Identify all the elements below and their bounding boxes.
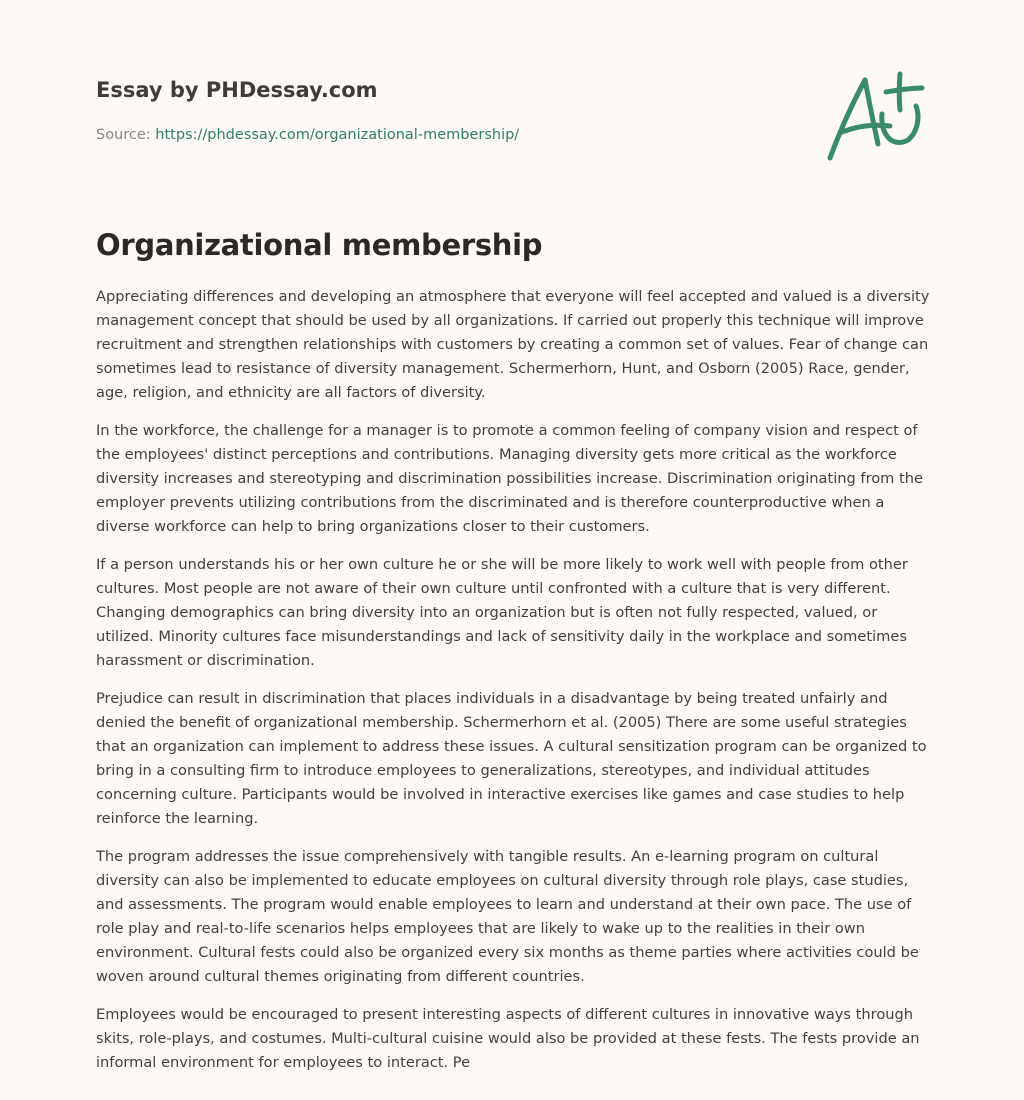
paragraph: The program addresses the issue comprehensively with tangible results. An e-learning program on cultural diversity can also be implemented to educate employees on cultural diversity through role plays, case studies, and assessments. The program would enable employees to learn and understand at their own pace. The use of role play and real-to-life scenarios helps employees that are likely to wake up to the realities in their own environment. Cultural fests could also be organized every six months as theme parties where activities could be woven around cultural themes originating from different countries. (96, 848, 919, 985)
source-label: Source: (96, 127, 156, 143)
article-body (96, 285, 936, 1089)
site-title: Essay by PHDessay.com (96, 78, 378, 102)
a-plus-grade-icon (820, 66, 930, 166)
source-link[interactable]: https://phdessay.com/organizational-membership/ (155, 127, 520, 143)
paragraph: Employees would be encouraged to present interesting aspects of different cultures in innovative ways through skits, role-plays, and costumes. Multi-cultural cuisine would also be provided at these fests. The fests provide an informal environment for employees to interact. Pe (96, 1006, 920, 1071)
paragraph: If a person understands his or her own culture he or she will be more likely to work well with people from other cultures. Most people are not aware of their own culture until confronted with a culture that is very different. Changing demographics can bring diversity into an organization but is often not fully respected, valued, or utilized. Minority cultures face misunderstandings and lack of sensitivity daily in the workplace and sometimes harassment or discrimination. (96, 556, 908, 669)
source-line (96, 125, 796, 145)
page-header (96, 76, 796, 145)
article-title: Organizational membership (96, 228, 543, 262)
paragraph: In the workforce, the challenge for a manager is to promote a common feeling of company vision and respect of the employees' distinct perceptions and contributions. Managing diversity gets more critical as the workforce diversity increases and stereotyping and discrimination possibilities increase. Discrimination originating from the employer prevents utilizing contributions from the discriminated and is therefore counterproductive when a diverse workforce can help to bring organizations closer to their customers. (96, 422, 923, 535)
paragraph: Prejudice can result in discrimination that places individuals in a disadvantage by being treated unfairly and denied the benefit of organizational membership. Schermerhorn et al. (2005) There are some useful strategies that an organization can implement to address these issues. A cultural sensitization program can be organized to bring in a consulting firm to introduce employees to generalizations, stereotypes, and individual attitudes concerning culture. Participants would be involved in interactive exercises like games and case studies to help reinforce the learning. (96, 690, 927, 827)
paragraph: Appreciating differences and developing an atmosphere that everyone will feel accepted and valued is a diversity management concept that should be used by all organizations. If carried out properly this technique will improve recruitment and strengthen relationships with customers by creating a common set of values. Fear of change can sometimes lead to resistance of diversity management. Schermerhorn, Hunt, and Osborn (2005) Race, gender, age, religion, and ethnicity are all factors of diversity. (96, 288, 930, 401)
